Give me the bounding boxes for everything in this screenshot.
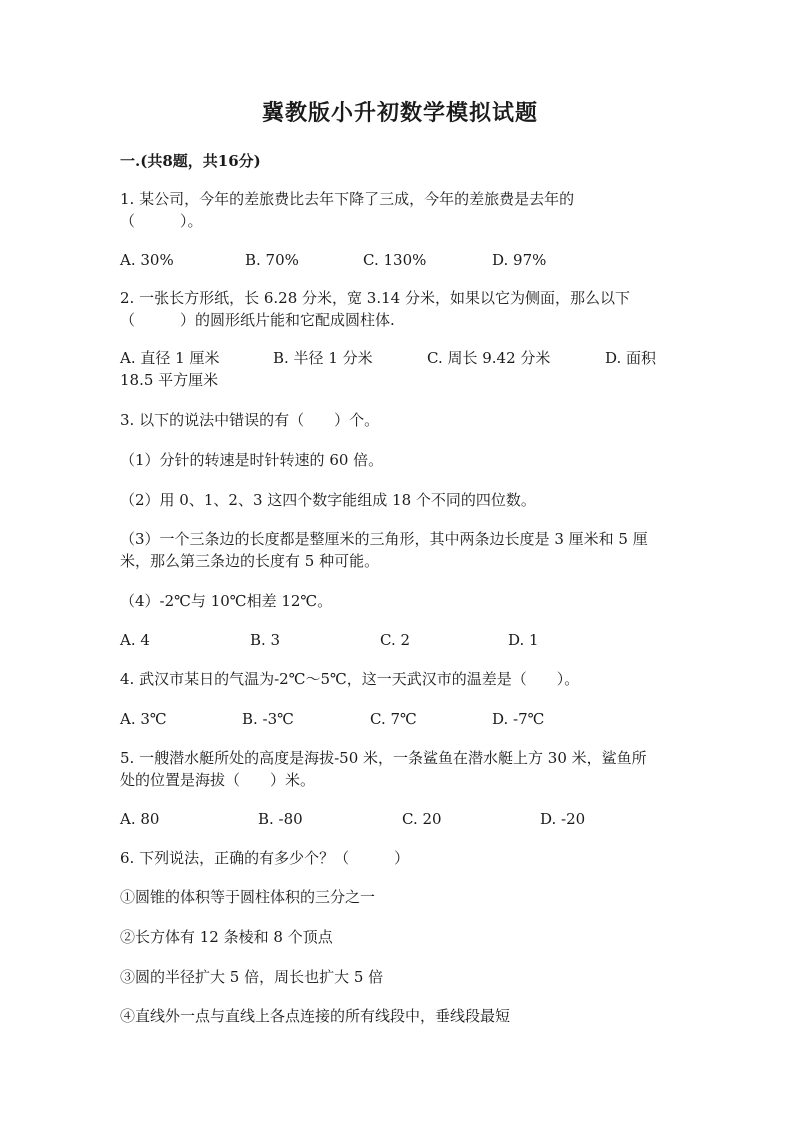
question-3-statement-2: （2）用 0、1、2、3 这四个数字能组成 18 个不同的四位数。 [120,491,536,509]
page-title: 冀教版小升初数学模拟试题 [261,100,538,126]
question-5-stem-line-2: 处的位置是海拔（ ）米。 [120,771,316,789]
question-3-statement-4: （4）-2℃与 10℃相差 12℃。 [120,592,333,610]
question-6-statement-3: ③圆的半径扩大 5 倍，周长也扩大 5 倍 [120,968,384,986]
question-4-option-b: B. -3℃ [242,710,294,728]
question-5-option-b: B. -80 [258,810,303,828]
question-5-option-c: C. 20 [402,810,442,828]
question-3-statement-1: （1）分针的转速是时针转速的 60 倍。 [120,451,384,469]
question-1-option-c: C. 130% [363,251,427,269]
question-2-stem-line-2: （ ）的圆形纸片能和它配成圆柱体. [120,311,395,329]
question-1-stem-line-2: （ ）。 [120,212,203,230]
question-2-option-a: A. 直径 1 厘米 [120,349,220,367]
question-4-stem: 4. 武汉市某日的气温为-2℃～5℃，这一天武汉市的温差是（ ）。 [120,670,580,688]
section-heading: 一.(共8题，共16分) [120,152,261,170]
question-2-option-b: B. 半径 1 分米 [273,349,373,367]
question-3-statement-3-line-1: （3）一个三条边的长度都是整厘米的三角形，其中两条边长度是 3 厘米和 5 厘 [120,530,648,548]
question-3-stem: 3. 以下的说法中错误的有（ ）个。 [120,411,380,429]
question-3-option-c: C. 2 [380,631,411,649]
question-1-option-b: B. 70% [245,251,299,269]
question-6-stem: 6. 下列说法，正确的有多少个？（ ） [120,849,410,867]
question-5-option-a: A. 80 [120,810,160,828]
question-5-stem-line-1: 5. 一艘潜水艇所处的高度是海拔-50 米，一条鲨鱼在潜水艇上方 30 米，鲨鱼所 [120,749,647,767]
question-3-option-d: D. 1 [508,631,539,649]
question-3-option-a: A. 4 [120,631,150,649]
question-3-statement-3-line-2: 米，那么第三条边的长度有 5 种可能。 [120,552,380,570]
question-1-stem-line-1: 1. 某公司，今年的差旅费比去年下降了三成，今年的差旅费是去年的 [120,190,575,208]
question-2-stem-line-1: 2. 一张长方形纸，长 6.28 分米，宽 3.14 分米，如果以它为侧面，那么以下 [120,289,630,307]
question-6-statement-4: ④直线外一点与直线上各点连接的所有线段中，垂线段最短 [120,1007,511,1025]
question-6-statement-1: ①圆锥的体积等于圆柱体积的三分之一 [120,888,376,906]
question-2-option-d-continuation: 18.5 平方厘米 [120,371,219,389]
question-4-option-c: C. 7℃ [370,710,417,728]
question-6-statement-2: ②长方体有 12 条棱和 8 个顶点 [120,928,333,946]
question-3-option-b: B. 3 [250,631,281,649]
question-1-option-d: D. 97% [492,251,547,269]
question-2-option-c: C. 周长 9.42 分米 [427,349,551,367]
question-2-option-d: D. 面积 [605,349,657,367]
question-1-option-a: A. 30% [120,251,174,269]
question-4-option-a: A. 3℃ [120,710,167,728]
question-4-option-d: D. -7℃ [492,710,545,728]
question-5-option-d: D. -20 [540,810,586,828]
